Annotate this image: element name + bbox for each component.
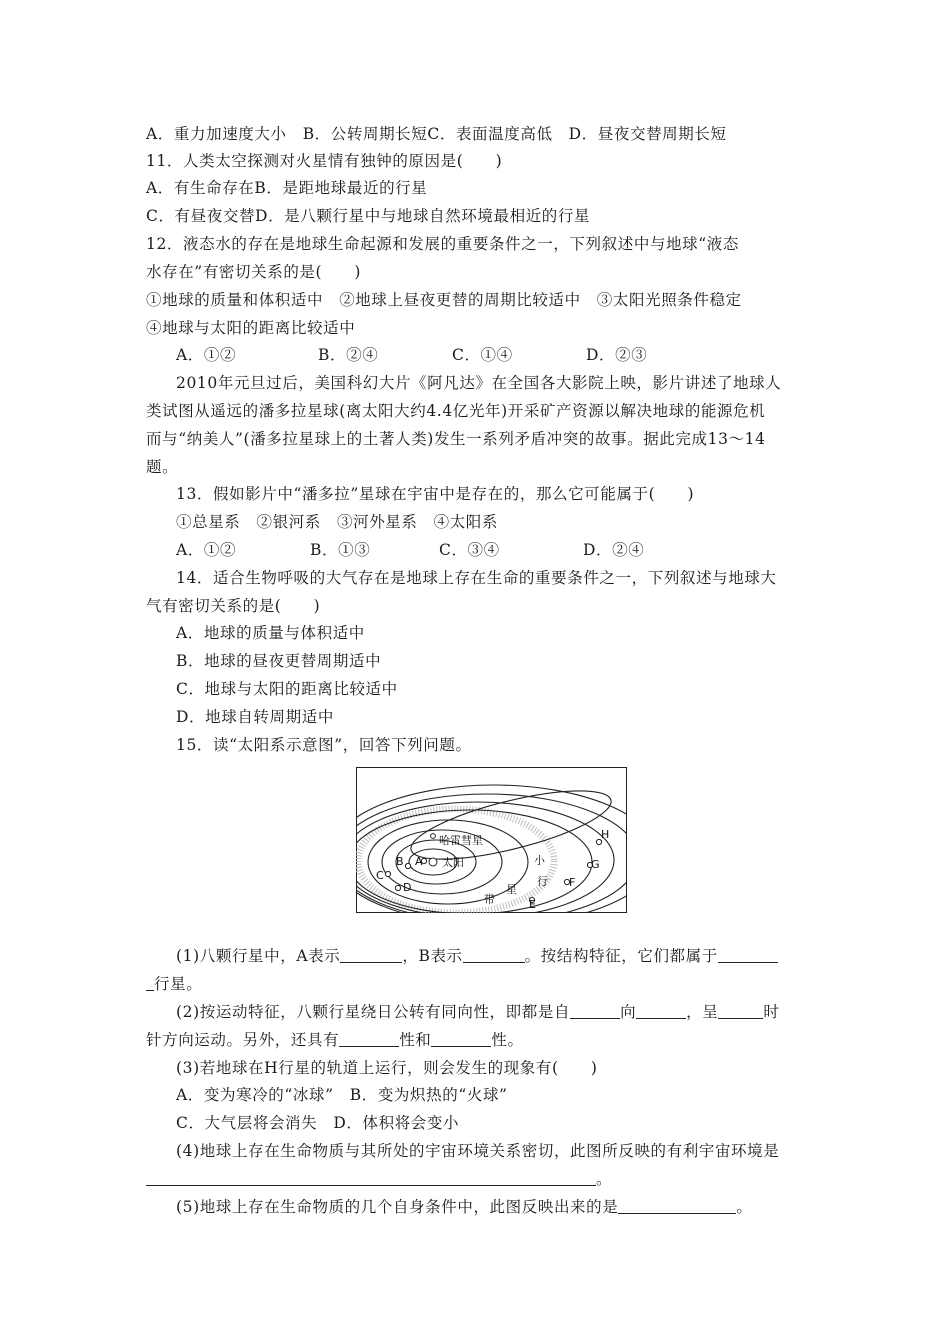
q14-stem-2: 气有密切关系的是( ) <box>146 597 321 615</box>
q12-option-a: A．①② <box>176 346 237 364</box>
s2-blank-a[interactable] <box>570 1004 620 1019</box>
belt-label-3: 星 <box>506 883 517 896</box>
s1-text-c: 。按结构特征，它们都属于 <box>524 947 718 965</box>
q12-statements-1: ①地球的质量和体积适中 ②地球上昼夜更替的周期比较适中 ③太阳光照条件稳定 <box>146 291 742 309</box>
s2-text-d: 时 <box>763 1003 780 1021</box>
q14-stem-1: 14．适合生物呼吸的大气存在是地球上存在生命的重要条件之一，下列叙述与地球大 <box>176 569 777 587</box>
q13-option-c: C．③④ <box>439 541 500 559</box>
q13-stem: 13．假如影片中“潘多拉”星球在宇宙中是存在的，那么它可能属于( ) <box>176 485 695 503</box>
s4-end: 。 <box>596 1170 613 1188</box>
q14-option-d: D．地球自转周期适中 <box>176 708 334 726</box>
q14-option-a: A．地球的质量与体积适中 <box>176 624 365 642</box>
q11-stem: 11．人类太空探测对火星情有独钟的原因是( ) <box>146 152 503 170</box>
q11-options-ab: A．有生命存在B．是距地球最近的行星 <box>146 179 428 197</box>
s1-text-a: (1)八颗行星中，A表示 <box>176 947 341 965</box>
s1-text-b: ，B表示 <box>402 947 463 965</box>
planet-b <box>405 863 410 868</box>
solar-system-svg <box>356 767 627 913</box>
passage-line-2: 类试图从遥远的潘多拉星球(离太阳大约4.4亿光年)开采矿产资源以解决地球的能源危机 <box>146 402 766 420</box>
s2-text-b: 向 <box>620 1003 637 1021</box>
passage-line-3: 而与“纳美人”(潘多拉星球上的土著人类)发生一系列矛盾冲突的故事。据此完成13～14 <box>146 430 766 448</box>
label-b: B <box>396 855 404 868</box>
q12-option-c: C．①④ <box>452 346 513 364</box>
planet-d <box>395 885 400 890</box>
s1-blank-a[interactable] <box>340 948 402 963</box>
passage-line-4: 题。 <box>146 458 179 476</box>
q14-option-c: C．地球与太阳的距离比较适中 <box>176 680 398 698</box>
q13-option-b: B．①③ <box>310 541 371 559</box>
label-a: A <box>415 855 423 868</box>
s2-blank-e[interactable] <box>431 1032 491 1047</box>
s3-options-ab: A．变为寒冷的“冰球” B．变为炽热的“火球” <box>176 1086 508 1104</box>
belt-label-1: 小 <box>534 854 545 867</box>
q12-stem-2: 水存在”有密切关系的是( ) <box>146 263 362 281</box>
s3-options-cd: C．大气层将会消失 D．体积将会变小 <box>176 1114 460 1132</box>
s2-text-a: (2)按运动特征，八颗行星绕日公转有同向性，即都是自 <box>176 1003 571 1021</box>
q10-options: A．重力加速度大小 B．公转周期长短C．表面温度高低 D．昼夜交替周期长短 <box>146 125 727 143</box>
s3-stem: (3)若地球在H行星的轨道上运行，则会发生的现象有( ) <box>176 1059 598 1077</box>
label-c: C <box>376 869 384 882</box>
s1-blank-c[interactable] <box>718 948 778 963</box>
passage-line-1: 2010年元旦过后，美国科幻大片《阿凡达》在全国各大影院上映，影片讲述了地球人 <box>176 374 782 392</box>
label-e: E <box>529 898 536 911</box>
q14-option-b: B．地球的昼夜更替周期适中 <box>176 652 382 670</box>
s5-line <box>176 1197 840 1217</box>
halley-comet <box>431 834 436 839</box>
belt-label-2: 行 <box>537 875 548 888</box>
q12-option-b: B．②④ <box>318 346 379 364</box>
q13-option-d: D．②④ <box>583 541 645 559</box>
s5-text: (5)地球上存在生命物质的几个自身条件中，此图反映出来的是 <box>176 1198 619 1216</box>
s2-text-g: 性。 <box>491 1031 524 1049</box>
planet-c <box>385 871 390 876</box>
s4-blank[interactable] <box>146 1171 596 1186</box>
s2-text-f: 性和 <box>399 1031 432 1049</box>
s1-line-2 <box>146 974 810 994</box>
s2-blank-b[interactable] <box>636 1004 686 1019</box>
q12-statements-2: ④地球与太阳的距离比较适中 <box>146 319 356 337</box>
q12-stem-1: 12．液态水的存在是地球生命起源和发展的重要条件之一，下列叙述中与地球“液态 <box>146 235 739 253</box>
sun-icon <box>429 858 437 866</box>
q12-option-d: D．②③ <box>586 346 648 364</box>
s1-text-d: 行星。 <box>154 975 203 993</box>
q11-options-cd: C．有昼夜交替D．是八颗行星中与地球自然环境最相近的行星 <box>146 207 591 225</box>
label-h: H <box>601 828 610 841</box>
s2-line-2 <box>146 1030 810 1050</box>
solar-system-diagram <box>356 767 627 913</box>
s5-blank[interactable] <box>618 1199 736 1214</box>
s4-answer-line <box>146 1169 810 1189</box>
q15-stem: 15．读“太阳系示意图”，回答下列问题。 <box>176 736 472 754</box>
sun-label: 太阳 <box>442 856 464 869</box>
s4-stem: (4)地球上存在生命物质与其所处的宇宙环境关系密切，此图所反映的有利宇宙环境是 <box>176 1142 780 1160</box>
s1-blank-b[interactable] <box>463 948 525 963</box>
label-d: D <box>403 881 412 894</box>
belt-label-4: 带 <box>484 893 495 906</box>
s2-blank-c[interactable] <box>718 1004 763 1019</box>
s2-text-c: ，呈 <box>686 1003 719 1021</box>
s1-blank-c-cont[interactable] <box>146 976 154 991</box>
q13-option-a: A．①② <box>176 541 237 559</box>
s2-text-e: 针方向运动。另外，还具有 <box>146 1031 340 1049</box>
s2-blank-d[interactable] <box>339 1032 399 1047</box>
label-f: F <box>569 876 576 889</box>
s1-line-1 <box>176 946 840 966</box>
label-g: G <box>591 858 600 871</box>
s2-line-1 <box>176 1002 840 1022</box>
comet-label: 哈雷彗星 <box>439 834 483 847</box>
s5-end: 。 <box>736 1198 753 1216</box>
q13-statements: ①总星系 ②银河系 ③河外星系 ④太阳系 <box>176 513 499 531</box>
